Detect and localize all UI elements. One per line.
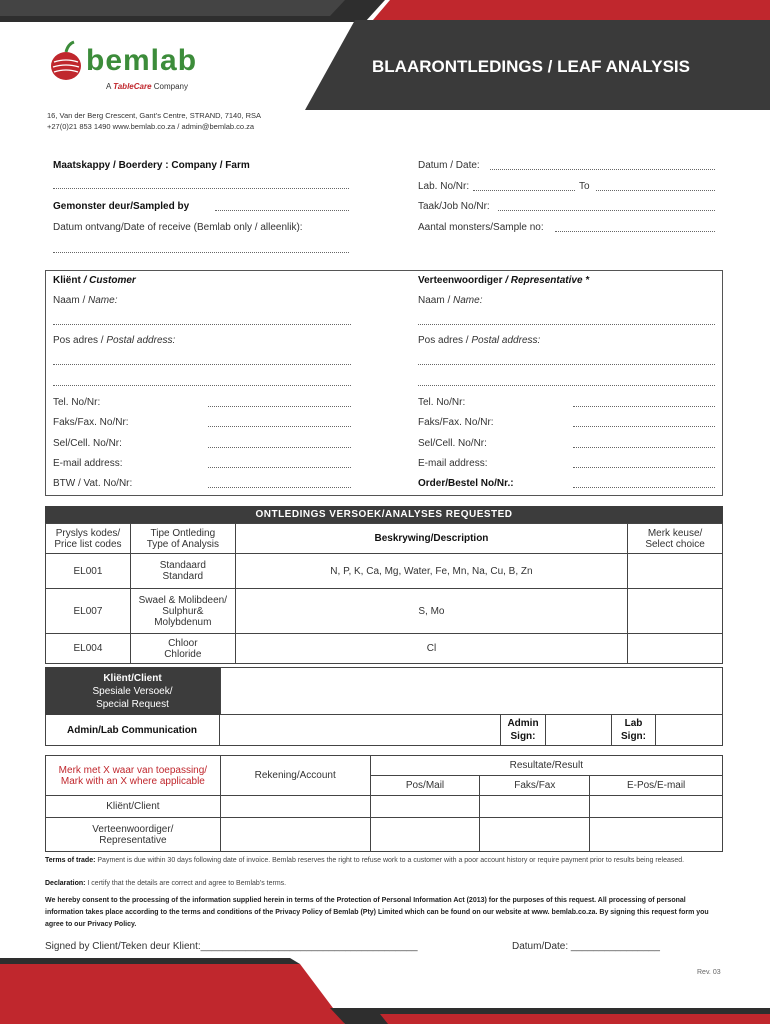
analyses-banner: ONTLEDINGS VERSOEK/ANALYSES REQUESTED — [45, 506, 723, 523]
row-desc: S, Mo — [235, 589, 627, 634]
customer-cell-field[interactable] — [208, 447, 351, 448]
special-request-field[interactable] — [220, 667, 723, 715]
sampled-by-field[interactable] — [215, 210, 349, 211]
analyses-table — [45, 523, 723, 664]
receive-date-label: Datum ontvang/Date of receive (Bemlab only / alleenlik): — [53, 222, 303, 233]
fax-check-rep[interactable] — [480, 818, 590, 852]
row-choice-cell[interactable] — [628, 589, 723, 634]
row-choice-cell[interactable] — [628, 554, 723, 589]
customer-postal-field-2[interactable] — [53, 385, 351, 386]
table-row — [46, 554, 723, 589]
email-header: E-Pos/E-mail — [590, 776, 723, 796]
to-label: To — [579, 181, 590, 192]
row-choice-cell[interactable] — [628, 634, 723, 664]
row-type: Swael & Molibdeen/ Sulphur& Molybdenum — [130, 589, 235, 634]
result-header: Resultate/Result — [370, 756, 722, 776]
sampled-by-label: Gemonster deur/Sampled by — [53, 201, 190, 212]
rep-postal-field-2[interactable] — [418, 385, 715, 386]
to-field[interactable] — [596, 190, 715, 191]
customer-cell-label: Sel/Cell. No/Nr: — [53, 438, 122, 449]
customer-fax-field[interactable] — [208, 426, 351, 427]
date-label: Datum / Date: — [418, 160, 480, 171]
lab-sign-field[interactable] — [656, 715, 723, 746]
samples-field[interactable] — [555, 231, 715, 232]
company-label: Maatskappy / Boerdery : Company / Farm — [53, 160, 250, 171]
account-check-rep[interactable] — [220, 818, 370, 852]
revision-label: Rev. 03 — [697, 969, 721, 976]
company-field[interactable] — [53, 188, 349, 189]
admin-sign-label: Admin Sign: — [500, 715, 546, 746]
signature-date-line[interactable]: Datum/Date: ________________ — [512, 941, 660, 952]
post-check-rep[interactable] — [370, 818, 480, 852]
date-field[interactable] — [490, 169, 715, 170]
customer-vat-label: BTW / Vat. No/Nr: — [53, 478, 133, 489]
rep-postal-label: Pos adres / Postal address: — [418, 335, 541, 346]
job-field[interactable] — [498, 210, 715, 211]
col-code-header: Pryslys kodes/ Price list codes — [46, 524, 131, 554]
samples-label: Aantal monsters/Sample no: — [418, 222, 544, 233]
email-check-rep[interactable] — [590, 818, 723, 852]
account-check-client[interactable] — [220, 796, 370, 818]
consent-text: We hereby consent to the processing of the information supplied herein in terms of the Protection of Personal Information Act (2013) for the purposes of this request. All processing of personal information takes place according to the terms and conditions of the Privacy Policy of Bemlab (Pty) Limited which can be found on our website at www. bemlab.co.za. By signing this request form you agree to our Privacy Policy. — [45, 897, 709, 928]
table-row — [46, 796, 723, 818]
col-type-header: Tipe Ontleding Type of Analysis — [130, 524, 235, 554]
customer-email-label: E-mail address: — [53, 458, 123, 469]
rep-fax-field[interactable] — [573, 426, 715, 427]
rep-order-field[interactable] — [573, 487, 715, 488]
fax-header: Faks/Fax — [480, 776, 590, 796]
customer-vat-field[interactable] — [208, 487, 351, 488]
customer-tel-field[interactable] — [208, 406, 351, 407]
declaration-text: Declaration: I certify that the details are correct and agree to Bemlab’s terms. — [45, 880, 287, 887]
mark-instruction: Merk met X waar van toepassing/ Mark with an X where applicable — [46, 756, 221, 796]
form-title: BLAARONTLEDINGS / LEAF ANALYSIS — [372, 57, 690, 76]
post-check-client[interactable] — [370, 796, 480, 818]
customer-postal-field-1[interactable] — [53, 364, 351, 365]
rep-tel-field[interactable] — [573, 406, 715, 407]
labno-label: Lab. No/Nr: — [418, 181, 470, 192]
fax-check-client[interactable] — [480, 796, 590, 818]
rep-postal-field-1[interactable] — [418, 364, 715, 365]
account-header: Rekening/Account — [220, 756, 370, 796]
customer-tel-label: Tel. No/Nr: — [53, 397, 101, 408]
bemlab-logo — [48, 38, 248, 98]
row-desc: N, P, K, Ca, Mg, Water, Fe, Mn, Na, Cu, B, Zn — [235, 554, 627, 589]
admin-comm-field[interactable] — [220, 715, 500, 746]
contact-box — [45, 270, 723, 496]
rep-order-label: Order/Bestel No/Nr.: — [418, 478, 514, 489]
row-code: EL004 — [46, 634, 131, 664]
admin-comm-label: Admin/Lab Communication — [45, 715, 220, 746]
rep-cell-field[interactable] — [573, 447, 715, 448]
customer-name-field[interactable] — [53, 324, 351, 325]
address-line: 16, Van der Berg Crescent, Gant’s Centre, STRAND, 7140, RSA — [47, 111, 261, 120]
email-check-client[interactable] — [590, 796, 723, 818]
job-label: Taak/Job No/Nr: — [418, 201, 490, 212]
rep-fax-label: Faks/Fax. No/Nr: — [418, 417, 494, 428]
row-desc: Cl — [235, 634, 627, 664]
col-desc-header: Beskrywing/Description — [235, 524, 627, 554]
contact-line: +27(0)21 853 1490 www.bemlab.co.za / admin@bemlab.co.za — [47, 122, 255, 131]
lab-sign-label: Lab Sign: — [611, 715, 656, 746]
admin-sign-field[interactable] — [546, 715, 611, 746]
customer-name-label: Naam / Name: — [53, 295, 118, 306]
results-table — [45, 755, 723, 852]
signed-by-line[interactable]: Signed by Client/Teken deur Klient:_______________________________________ — [45, 941, 418, 952]
row-type: Standaard Standard — [130, 554, 235, 589]
receive-date-field[interactable] — [53, 252, 349, 253]
terms-text: Terms of trade: Payment is due within 30 days following date of invoice. Bemlab reserves the right to refuse work to a customer with a poor account history or require payment prior to results being released. — [45, 857, 685, 864]
customer-fax-label: Faks/Fax. No/Nr: — [53, 417, 129, 428]
row-client-label: Kliënt/Client — [46, 796, 221, 818]
logo-wordmark: bemlab — [86, 44, 198, 77]
customer-heading: Kliënt / Customer — [53, 275, 136, 286]
row-code: EL007 — [46, 589, 131, 634]
rep-name-label: Naam / Name: — [418, 295, 483, 306]
representative-heading: Verteenwoordiger / Representative * — [418, 275, 590, 286]
rep-name-field[interactable] — [418, 324, 715, 325]
post-header: Pos/Mail — [370, 776, 480, 796]
footer-graphic — [0, 958, 770, 1024]
rep-email-label: E-mail address: — [418, 458, 488, 469]
customer-postal-label: Pos adres / Postal address: — [53, 335, 176, 346]
table-row — [46, 818, 723, 852]
table-row — [46, 589, 723, 634]
rep-tel-label: Tel. No/Nr: — [418, 397, 466, 408]
logo-tagline: A TableCare Company — [106, 82, 189, 91]
special-request-label-cell: Kliënt/Client Spesiale Versoek/ Special Request — [45, 667, 220, 715]
row-rep-label: Verteenwoordiger/ Representative — [46, 818, 221, 852]
apple-icon — [48, 40, 84, 82]
row-code: EL001 — [46, 554, 131, 589]
rep-email-field[interactable] — [573, 467, 715, 468]
customer-email-field[interactable] — [208, 467, 351, 468]
table-row — [46, 634, 723, 664]
row-type: Chloor Chloride — [130, 634, 235, 664]
labno-field[interactable] — [473, 190, 575, 191]
col-choice-header: Merk keuse/ Select choice — [628, 524, 723, 554]
rep-cell-label: Sel/Cell. No/Nr: — [418, 438, 487, 449]
